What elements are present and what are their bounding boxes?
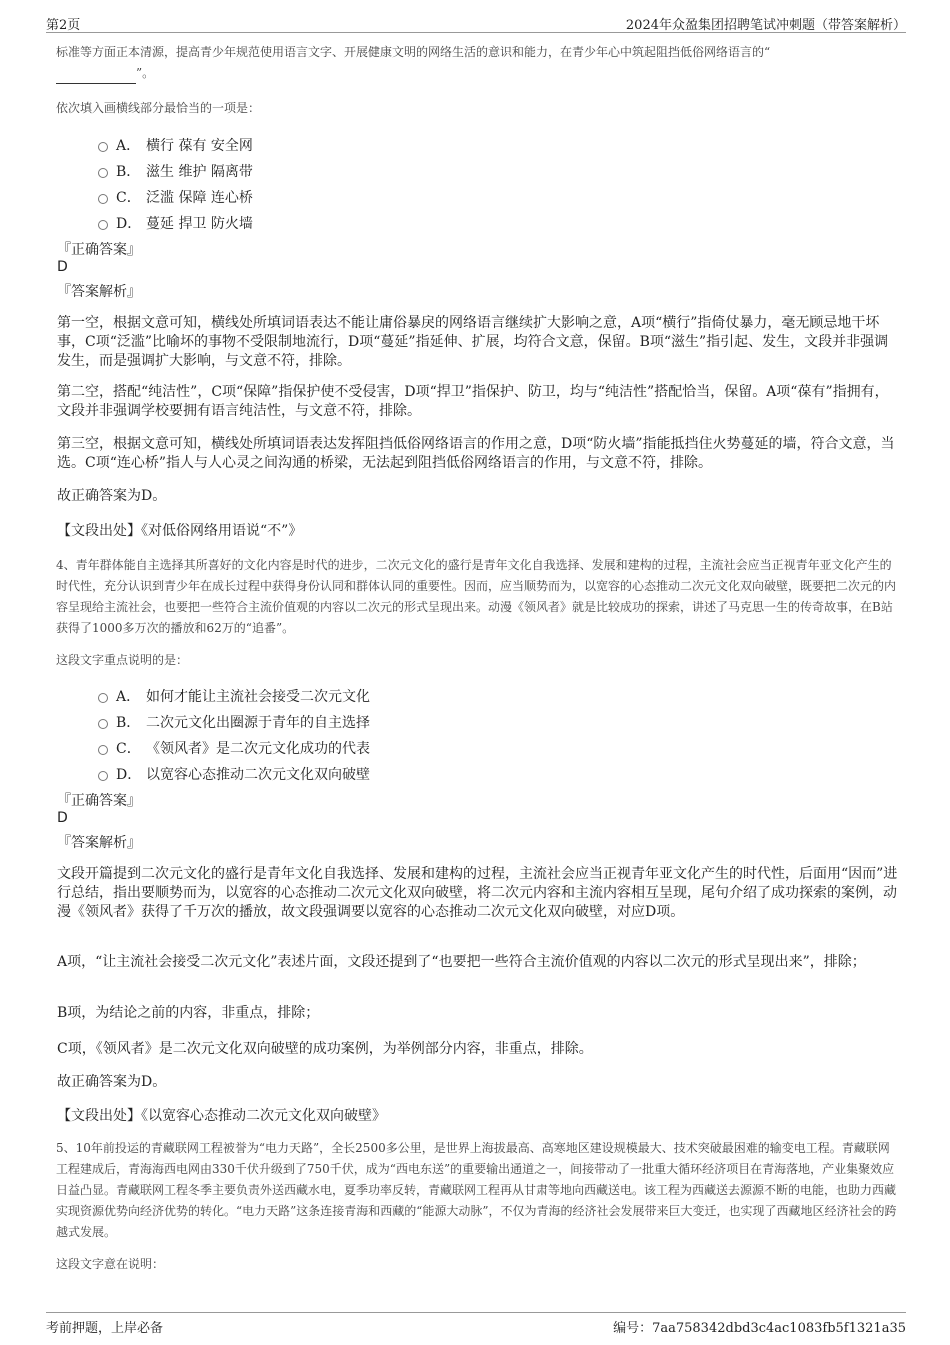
q3-analysis-p2: 第二空，搭配“纯洁性”，C项“保障”指保护使不受侵害，D项“捍卫”指保护、防卫，均与“纯洁性”搭配恰当，保留。A项“葆有”指拥有，文段并非强调学校要拥有语言纯洁性，与文意不符，排除。 [57,384,889,419]
q4-option-a[interactable]: A． 如何才能让主流社会接受二次元文化 [98,686,370,706]
page-header [46,10,906,33]
q4-analysis-p5: 故正确答案为D。 [57,1074,167,1090]
q3-analysis-label: 『答案解析』 [57,284,141,300]
radio-icon[interactable] [98,142,108,152]
q4-option-b[interactable]: B． 二次元文化出圈源于青年的自主选择 [98,712,370,732]
intro-line: 标准等方面正本清源，提高青少年规范使用语言文字、开展健康文明的网络生活的意识和能力，在青少年心中筑起阻挡低俗网络语言的“ [56,45,771,59]
intro-text [56,42,898,84]
q4-source: 【文段出处】《以宽容心态推动二次元文化双向破壁》 [57,1108,386,1124]
radio-icon[interactable] [98,745,108,755]
radio-icon[interactable] [98,719,108,729]
q4-answer: D [57,810,68,826]
q3-analysis-p3: 第三空，根据文意可知，横线处所填词语表达发挥阻挡低俗网络语言的作用之意，D项“防火墙”指能抵挡住火势蔓延的墙，符合文意，当选。C项“连心桥”指人与人心灵之间沟通的桥梁，无法起到阻挡低俗网络语言的作用，与文意不符，排除。 [57,436,895,471]
intro-end: ”。 [136,66,155,80]
q4-analysis-p2: A项，“让主流社会接受二次元文化”表述片面，文段还提到了“也要把一些符合主流价值观的内容以二次元的形式呈现出来”，排除； [57,954,866,970]
q3-analysis-p4: 故正确答案为D。 [57,488,167,504]
q3-answer: D [57,259,68,275]
document-title: 2024年众盈集团招聘笔试冲刺题（带答案解析） [625,18,906,33]
document-id: 编号：7aa758342dbd3c4ac1083fb5f1321a35 [613,1321,906,1336]
radio-icon[interactable] [98,194,108,204]
fill-blank [56,70,136,84]
radio-icon[interactable] [98,693,108,703]
q5-prompt: 这段文字意在说明： [56,1257,165,1271]
q5-stem: 5、10年前投运的青藏联网工程被誉为“电力天路”，全长2500多公里，是世界上海拔最高、高寒地区建设规模最大、技术突破最困难的输变电工程。青藏联网工程建成后，青海海西电网由330千伏升级到了750千伏，成为“西电东送”的重要输出通道之一，间接带动了一批重大循环经济项目在青海落地，产业集聚效应日益凸显。青藏联网工程冬季主要负责外送西藏水电，夏季功率反转，青藏联网工程再从甘肃等地向西藏送电。该工程为西藏送去源源不断的电能，也助力西藏实现资源优势向经济优势的转化。“电力天路”这条连接青海和西藏的“能源大动脉”，不仅为青海的经济社会发展带来巨大变迁，也实现了西藏地区经济社会的跨越式发展。 [56,1141,897,1239]
radio-icon[interactable] [98,771,108,781]
q3-option-d[interactable]: D． 蔓延 捍卫 防火墙 [98,213,253,233]
q4-analysis-label: 『答案解析』 [57,835,141,851]
q3-analysis-p1: 第一空，根据文意可知，横线处所填词语表达不能让庸俗暴戾的网络语言继续扩大影响之意，A项“横行”指倚仗暴力，毫无顾忌地干坏事，C项“泛滥”比喻坏的事物不受限制地流行，D项“蔓延”指延伸、扩展，均符合文意，保留。B项“滋生”指引起、发生，文段并非强调发生，而是强调扩大影响，与文意不符，排除。 [57,315,889,369]
q3-option-c[interactable]: C． 泛滥 保障 连心桥 [98,187,253,207]
page-footer [46,1312,906,1341]
q4-prompt: 这段文字重点说明的是： [56,653,189,667]
q3-option-b[interactable]: B． 滋生 维护 隔离带 [98,161,253,181]
q4-option-c[interactable]: C． 《领风者》是二次元文化成功的代表 [98,738,370,758]
radio-icon[interactable] [98,168,108,178]
q4-stem: 4、青年群体能自主选择其所喜好的文化内容是时代的进步，二次元文化的盛行是青年文化自我选择、发展和建构的过程，主流社会应当正视青年亚文化产生的时代性，充分认识到青少年在成长过程中获得身份认同和群体认同的重要性。因而，应当顺势而为，以宽容的心态推动二次元文化双向破壁，既要把二次元的内容呈现给主流社会，也要把一些符合主流价值观的内容以二次元的形式呈现出来。动漫《领风者》就是比较成功的探索，讲述了马克思一生的传奇故事，在B站获得了1000多万次的播放和62万的“追番”。 [56,558,897,635]
page-number: 第2页 [46,18,81,33]
q4-answer-label: 『正确答案』 [57,793,141,809]
q3-source: 【文段出处】《对低俗网络用语说“不”》 [57,523,303,539]
q3-option-a[interactable]: A． 横行 葆有 安全网 [98,135,253,155]
q4-analysis-p1: 文段开篇提到二次元文化的盛行是青年文化自我选择、发展和建构的过程，主流社会应当正视青年亚文化产生的时代性，后面用“因而”进行总结，指出要顺势而为，以宽容的心态推动二次元文化双向破壁，将二次元内容和主流内容相互呈现，尾句介绍了成功探索的案例，动漫《领风者》获得了千万次的播放，故文段强调要以宽容的心态推动二次元文化双向破壁，对应D项。 [57,866,898,920]
q3-prompt: 依次填入画横线部分最恰当的一项是： [56,101,261,115]
q4-analysis-p3: B项，为结论之前的内容，非重点，排除； [57,1005,320,1021]
q4-option-d[interactable]: D． 以宽容心态推动二次元文化双向破壁 [98,764,370,784]
radio-icon[interactable] [98,220,108,230]
q3-answer-label: 『正确答案』 [57,242,141,258]
footer-slogan: 考前押题，上岸必备 [46,1321,164,1336]
q4-analysis-p4: C项，《领风者》是二次元文化双向破壁的成功案例，为举例部分内容，非重点，排除。 [57,1041,593,1057]
